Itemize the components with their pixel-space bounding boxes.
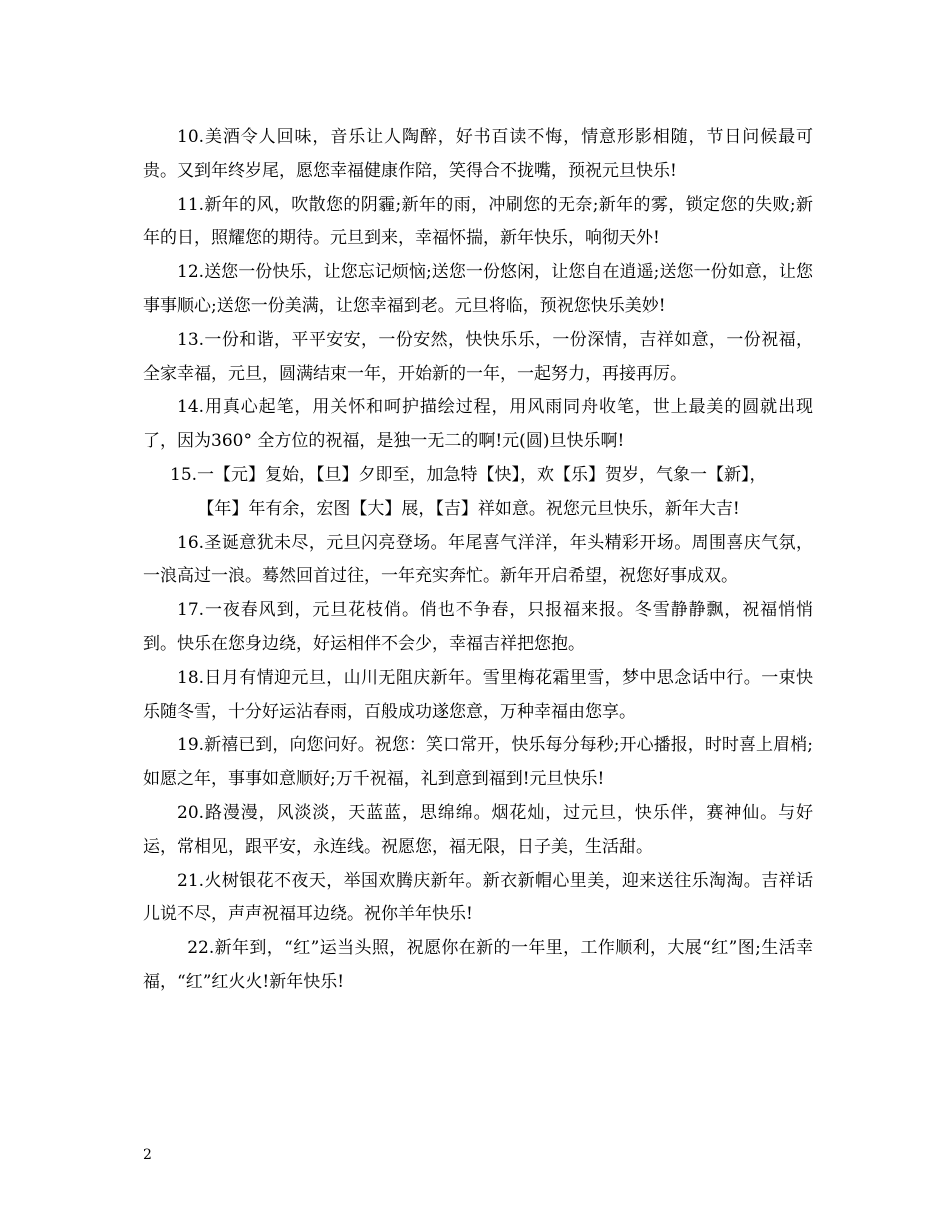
paragraph-13: 13.一份和谐，平平安安，一份安然，快快乐乐，一份深情，吉祥如意，一份祝福，全家幸福，元旦，圆满结束一年，开始新的一年，一起努力，再接再厉。 bbox=[143, 329, 813, 384]
paragraph-16: 16.圣诞意犹未尽，元旦闪亮登场。年尾喜气洋洋，年头精彩开场。周围喜庆气氛，一浪高过一浪。蓦然回首过往，一年充实奔忙。新年开启希望，祝您好事成双。 bbox=[143, 532, 813, 587]
paragraph-19: 19.新禧已到，向您问好。祝您：笑口常开，快乐每分每秒;开心播报，时时喜上眉梢;如愿之年，事事如意顺好;万千祝福，礼到意到福到!元旦快乐! bbox=[143, 735, 813, 790]
paragraph-15: 15.一【元】复始，【旦】夕即至，加急特【快】，欢【乐】贺岁，气象一【新】， bbox=[170, 464, 767, 485]
paragraph-21: 21.火树银花不夜天，举国欢腾庆新年。新衣新帽心里美，迎来送往乐淘淘。吉祥话儿说不尽，声声祝福耳边绕。祝你羊年快乐! bbox=[143, 870, 813, 925]
body-text bbox=[143, 121, 813, 1000]
paragraph-12: 12.送您一份快乐，让您忘记烦恼;送您一份悠闲，让您自在逍遥;送您一份如意，让您事事顺心;送您一份美满，让您幸福到老。元旦将临，预祝您快乐美妙! bbox=[143, 262, 813, 316]
paragraph-10: 10.美酒令人回味，音乐让人陶醉，好书百读不悔，情意形影相随，节日问候最可贵。又到年终岁尾，愿您幸福健康作陪，笑得合不拢嘴，预祝元旦快乐! bbox=[143, 127, 813, 181]
paragraph-18: 18.日月有情迎元旦，山川无阻庆新年。雪里梅花霜里雪，梦中思念话中行。一束快乐随冬雪，十分好运沾春雨，百般成功遂您意，万种幸福由您享。 bbox=[143, 667, 813, 722]
paragraph-17: 17.一夜春风到，元旦花枝俏。俏也不争春，只报福来报。冬雪静静飘，祝福悄悄到。快乐在您身边绕，好运相伴不会少，幸福吉祥把您抱。 bbox=[143, 600, 813, 654]
paragraph-14: 14.用真心起笔，用关怀和呵护描绘过程，用风雨同舟收笔，世上最美的圆就出现了，因为360° 全方位的祝福，是独一无二的啊!元(圆)旦快乐啊! bbox=[143, 397, 813, 452]
page-number: 2 bbox=[143, 1147, 152, 1163]
paragraph-11: 11.新年的风，吹散您的阴霾;新年的雨，冲刷您的无奈;新年的雾，锁定您的失败;新年的日，照耀您的期待。元旦到来，幸福怀揣，新年快乐，响彻天外! bbox=[143, 194, 813, 249]
paragraph-22: 22.新年到，“红”运当头照，祝愿你在新的一年里，工作顺利，大展“红”图;生活幸福，“红”红火火!新年快乐! bbox=[143, 938, 813, 992]
paragraph-20: 20.路漫漫，风淡淡，天蓝蓝，思绵绵。烟花灿，过元旦，快乐伴，赛神仙。与好运，常相见，跟平安，永连线。祝愿您，福无限，日子美，生活甜。 bbox=[143, 802, 813, 857]
paragraph-15-continued: 【年】年有余，宏图【大】展，【吉】祥如意。祝您元旦快乐，新年大吉! bbox=[197, 498, 740, 519]
